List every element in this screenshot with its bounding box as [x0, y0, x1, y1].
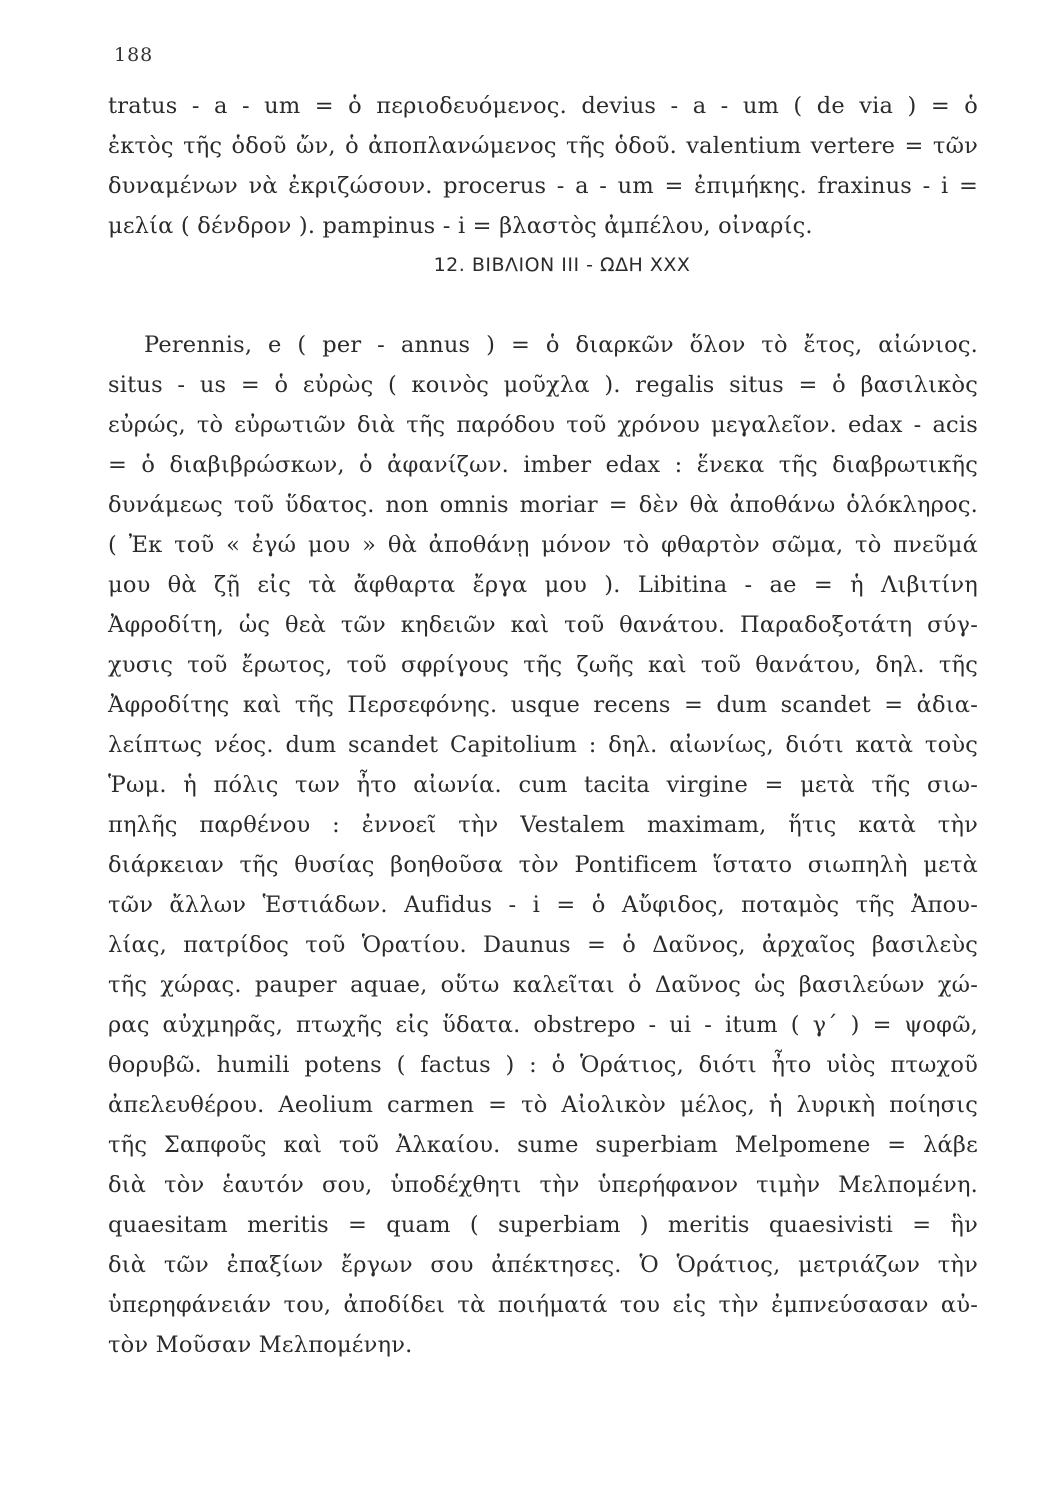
text-line: ρας αὐχμηρᾶς, πτωχῆς εἰς ὕδατα. obstrepo - ui - itum ( γ΄ ) = ψοφῶ,	[108, 1012, 978, 1038]
text-line: ( Ἐκ τοῦ « ἐγώ μου » θὰ ἀποθάνῃ μόνον τὸ φθαρτὸν σῶμα, τὸ πνεῦμά	[108, 532, 978, 558]
text-line: πηλῆς παρθένου : ἐννοεῖ τὴν Vestalem maximam, ἥτις κατὰ τὴν	[108, 812, 978, 838]
text-line: quaesitam meritis = quam ( superbiam ) meritis quaesivisti = ἣν	[108, 1212, 978, 1238]
text-line: τὸν Μοῦσαν Μελπομένην.	[108, 1332, 413, 1358]
section-heading	[0, 254, 1062, 276]
text-line: τῶν ἄλλων Ἑστιάδων. Aufidus - i = ὁ Αὔφιδος, ποταμὸς τῆς Ἀπου-	[108, 892, 978, 918]
text-line: διὰ τὸν ἑαυτόν σου, ὑποδέχθητι τὴν ὑπερήφανον τιμὴν Μελπομένη.	[108, 1172, 978, 1198]
text-line: Perennis, e ( per - annus ) = ὁ διαρκῶν ὅλον τὸ ἔτος, αἰώνιος.	[144, 332, 978, 358]
text-line: θορυβῶ. humili potens ( factus ) : ὁ Ὁράτιος, διότι ἦτο υἱὸς πτωχοῦ	[108, 1052, 978, 1078]
text-line: εὐρώς, τὸ εὐρωτιῶν διὰ τῆς παρόδου τοῦ χρόνου μεγαλεῖον. edax - acis	[108, 412, 978, 438]
text-line: διάρκειαν τῆς θυσίας βοηθοῦσα τὸν Pontificem ἵστατο σιωπηλὴ μετὰ	[108, 852, 978, 878]
text-line: situs - us = ὁ εὐρὼς ( κοινὸς μοῦχλα ). regalis situs = ὁ βασιλικὸς	[108, 372, 978, 398]
text-line: μελία ( δένδρον ). pampinus - i = βλαστὸς ἀμπέλου, οἰναρίς.	[108, 213, 813, 239]
text-line: Ῥωμ. ἡ πόλις των ἦτο αἰωνία. cum tacita virgine = μετὰ τῆς σιω-	[108, 772, 978, 798]
text-line: δυνάμεως τοῦ ὕδατος. non omnis moriar = δὲν θὰ ἀποθάνω ὁλόκληρος.	[108, 492, 978, 518]
text-line: tratus - a - um = ὁ περιοδευόμενος. devius - a - um ( de via ) = ὁ	[108, 93, 978, 119]
section-heading-text: 12. ΒΙΒΛΙΟΝ III - ΩΔΗ XXX	[433, 254, 691, 276]
text-line: ἐκτὸς τῆς ὁδοῦ ὤν, ὁ ἀποπλανώμενος τῆς ὁδοῦ. valentium vertere = τῶν	[108, 133, 978, 159]
text-line: δυναμένων νὰ ἐκριζώσουν. procerus - a - um = ἐπιμήκης. fraxinus - i =	[108, 173, 978, 199]
text-line: = ὁ διαβιβρώσκων, ὁ ἀφανίζων. imber edax : ἕνεκα τῆς διαβρωτικῆς	[108, 452, 978, 478]
intro-gloss-paragraph	[108, 86, 978, 246]
text-line: Ἀφροδίτη, ὡς θεὰ τῶν κηδειῶν καὶ τοῦ θανάτου. Παραδοξοτάτη σύγ-	[108, 612, 978, 638]
text-line: Ἀφροδίτης καὶ τῆς Περσεφόνης. usque recens = dum scandet = ἀδια-	[108, 692, 978, 718]
page-number: 188	[114, 44, 154, 66]
text-line: χυσις τοῦ ἔρωτος, τοῦ σφρίγους τῆς ζωῆς καὶ τοῦ θανάτου, δηλ. τῆς	[108, 652, 978, 678]
text-line: τῆς Σαπφοῦς καὶ τοῦ Ἀλκαίου. sume superbiam Melpomene = λάβε	[108, 1132, 978, 1158]
text-line: μου θὰ ζῇ εἰς τὰ ἄφθαρτα ἔργα μου ). Libitina - ae = ἡ Λιβιτίνη	[108, 572, 978, 598]
text-line: διὰ τῶν ἐπαξίων ἔργων σου ἀπέκτησες. Ὁ Ὁράτιος, μετριάζων τὴν	[108, 1252, 978, 1278]
text-line: ὑπερηφάνειάν του, ἀποδίδει τὰ ποιήματά του εἰς τὴν ἐμπνεύσασαν αὐ-	[108, 1292, 978, 1318]
text-line: ἀπελευθέρου. Aeolium carmen = τὸ Αἰολικὸν μέλος, ἡ λυρικὴ ποίησις	[108, 1092, 978, 1118]
ode-commentary-paragraph	[108, 325, 978, 1365]
text-line: λείπτως νέος. dum scandet Capitolium : δηλ. αἰωνίως, διότι κατὰ τοὺς	[108, 732, 978, 758]
text-line: λίας, πατρίδος τοῦ Ὁρατίου. Daunus = ὁ Δαῦνος, ἀρχαῖος βασιλεὺς	[108, 932, 978, 958]
text-line: τῆς χώρας. pauper aquae, οὕτω καλεῖται ὁ Δαῦνος ὡς βασιλεύων χώ-	[108, 972, 978, 998]
